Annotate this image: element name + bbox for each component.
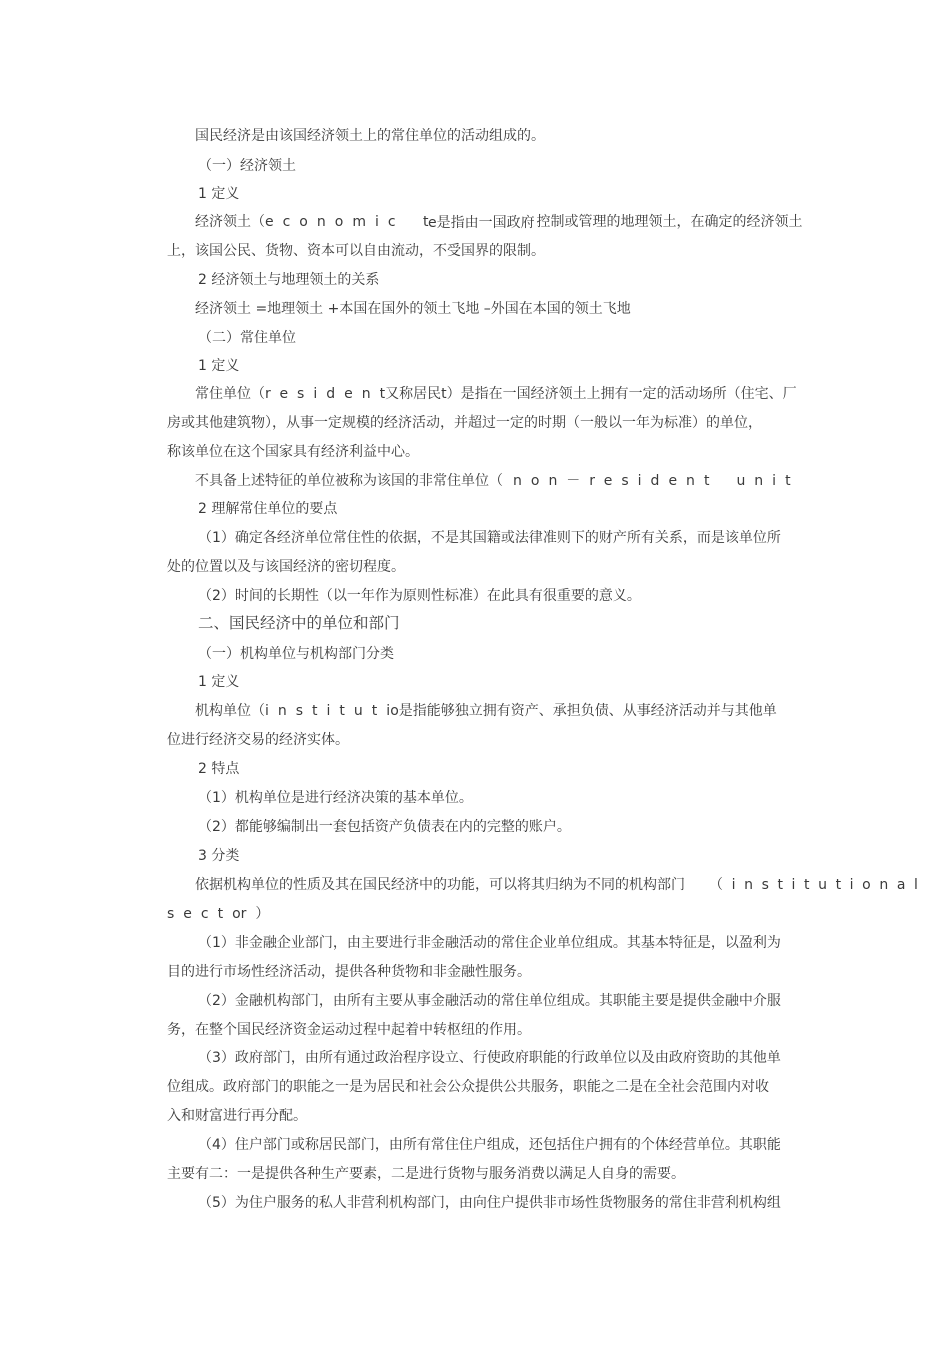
paragraph-line: 处的位置以及与该国经济的密切程度。: [167, 559, 405, 575]
overlapping-text: e是指由一国政府: [428, 215, 535, 231]
list-item: （3）政府部门，由所有通过政治程序设立、行使政府职能的行政单位以及由政府资助的其他单: [198, 1050, 781, 1066]
text-segment: 控制或管理的地理领土，在确定的经济领土: [536, 214, 803, 230]
text-segment: 常住单位（: [195, 386, 265, 402]
english-term-end: t: [423, 214, 429, 230]
paragraph-line: 房或其他建筑物），从事一定规模的经济活动，并超过一定的时期（一般以一年为标准）的单位，: [167, 415, 762, 431]
english-term: institut: [265, 703, 387, 719]
section-title-institutional-unit: （一）机构单位与机构部门分类: [198, 646, 394, 662]
subsection-definition: 1 定义: [198, 674, 240, 690]
overlapping-text: i: [386, 703, 391, 719]
subsection-key-points: 2 理解常住单位的要点: [198, 501, 338, 517]
paragraph-line: 目的进行市场性经济活动，提供各种货物和非金融性服务。: [167, 964, 531, 980]
subsection-definition: 1 定义: [198, 186, 240, 202]
text-segment: 依据机构单位的性质及其在国民经济中的功能，可以将其归纳为不同的机构部门: [195, 877, 685, 893]
overlapping-text: o: [232, 906, 241, 922]
english-term: unit: [736, 473, 800, 489]
paragraph-line: 称该单位在这个国家具有经济利益中心。: [167, 444, 419, 460]
text-segment: 经济领土（: [195, 214, 265, 230]
english-term: residen: [265, 386, 380, 402]
overlapping-text: t又称居民: [379, 386, 442, 402]
classification-intro-line: [195, 876, 926, 894]
paragraph-line: 主要有二：一是提供各种生产要素，二是进行货物与服务消费以满足人自身的需要。: [167, 1166, 685, 1182]
english-term: （institutional: [709, 877, 927, 893]
list-item: （4）住户部门或称居民部门，由所有常住住户组成，还包括住户拥有的个体经营单位。其职能: [198, 1137, 781, 1153]
institutional-unit-definition-line: [195, 702, 777, 720]
english-term-end: t: [703, 473, 719, 489]
classification-term-line: [167, 905, 278, 923]
paragraph-line: 位进行经济交易的经济实体。: [167, 732, 349, 748]
subsection-relationship: 2 经济领土与地理领土的关系: [198, 272, 380, 288]
section-title-resident-unit: （二）常住单位: [198, 330, 296, 346]
text-segment: 不具备上述特征的单位被称为该国的非常住单位（: [195, 473, 503, 489]
text-segment: o是指能够独立拥有资产、承担负债、从事经济活动并与其他单: [390, 703, 777, 719]
economic-territory-definition-line: [195, 213, 803, 231]
paragraph-line: 务，在整个国民经济资金运动过程中起着中转枢纽的作用。: [167, 1022, 531, 1038]
paragraph-line: （2）时间的长期性（以一年作为原则性标准）在此具有很重要的意义。: [198, 588, 641, 604]
english-term: economic: [265, 214, 405, 230]
subsection-features: 2 特点: [198, 761, 240, 777]
resident-unit-definition-line: [195, 385, 797, 403]
subsection-classification: 3 分类: [198, 848, 240, 864]
section-title-economic-territory: （一）经济领土: [198, 158, 296, 174]
paragraph-line: 上，该国公民、货物、资本可以自由流动，不受国界的限制。: [167, 243, 545, 259]
text-segment: ）是指在一国经济领土上拥有一定的活动场所（住宅、厂: [446, 386, 797, 402]
intro-paragraph: 国民经济是由该国经济领土上的常住单位的活动组成的。: [195, 128, 545, 144]
english-term: sect: [167, 906, 233, 922]
paragraph-line: 位组成。政府部门的职能之一是为居民和社会公众提供公共服务，职能之二是在全社会范围内对收: [167, 1079, 769, 1095]
text-segment: [423, 214, 535, 231]
paragraph-line: （1）确定各经济单位常住性的依据，不是其国籍或法律准则下的财产所有关系，而是该单位所: [198, 530, 781, 546]
formula-line: 经济领土 =地理领土 +本国在国外的领土飞地 –外国在本国的领土飞地: [195, 301, 631, 317]
text-segment: 机构单位（: [195, 703, 265, 719]
list-item: （2）都能够编制出一套包括资产负债表在内的完整的账户。: [198, 819, 571, 835]
list-item: （5）为住户服务的私人非营利机构部门，由向住户提供非市场性货物服务的常住非营利机构组: [198, 1195, 781, 1211]
paragraph-line: 入和财富进行再分配。: [167, 1108, 307, 1124]
english-term-end: r）: [240, 906, 279, 922]
list-item: （1）机构单位是进行经济决策的基本单位。: [198, 790, 473, 806]
list-item: （2）金融机构部门，由所有主要从事金融活动的常住单位组成。其职能主要是提供金融中介服: [198, 993, 781, 1009]
english-term-end: t: [441, 386, 447, 402]
list-item: （1）非金融企业部门，由主要进行非金融活动的常住企业单位组成。其基本特征是，以盈利为: [198, 935, 781, 951]
non-resident-unit-line: [195, 472, 800, 490]
english-term: non－residen: [513, 473, 704, 489]
chapter-heading: 二、国民经济中的单位和部门: [198, 614, 400, 632]
subsection-definition: 1 定义: [198, 358, 240, 374]
